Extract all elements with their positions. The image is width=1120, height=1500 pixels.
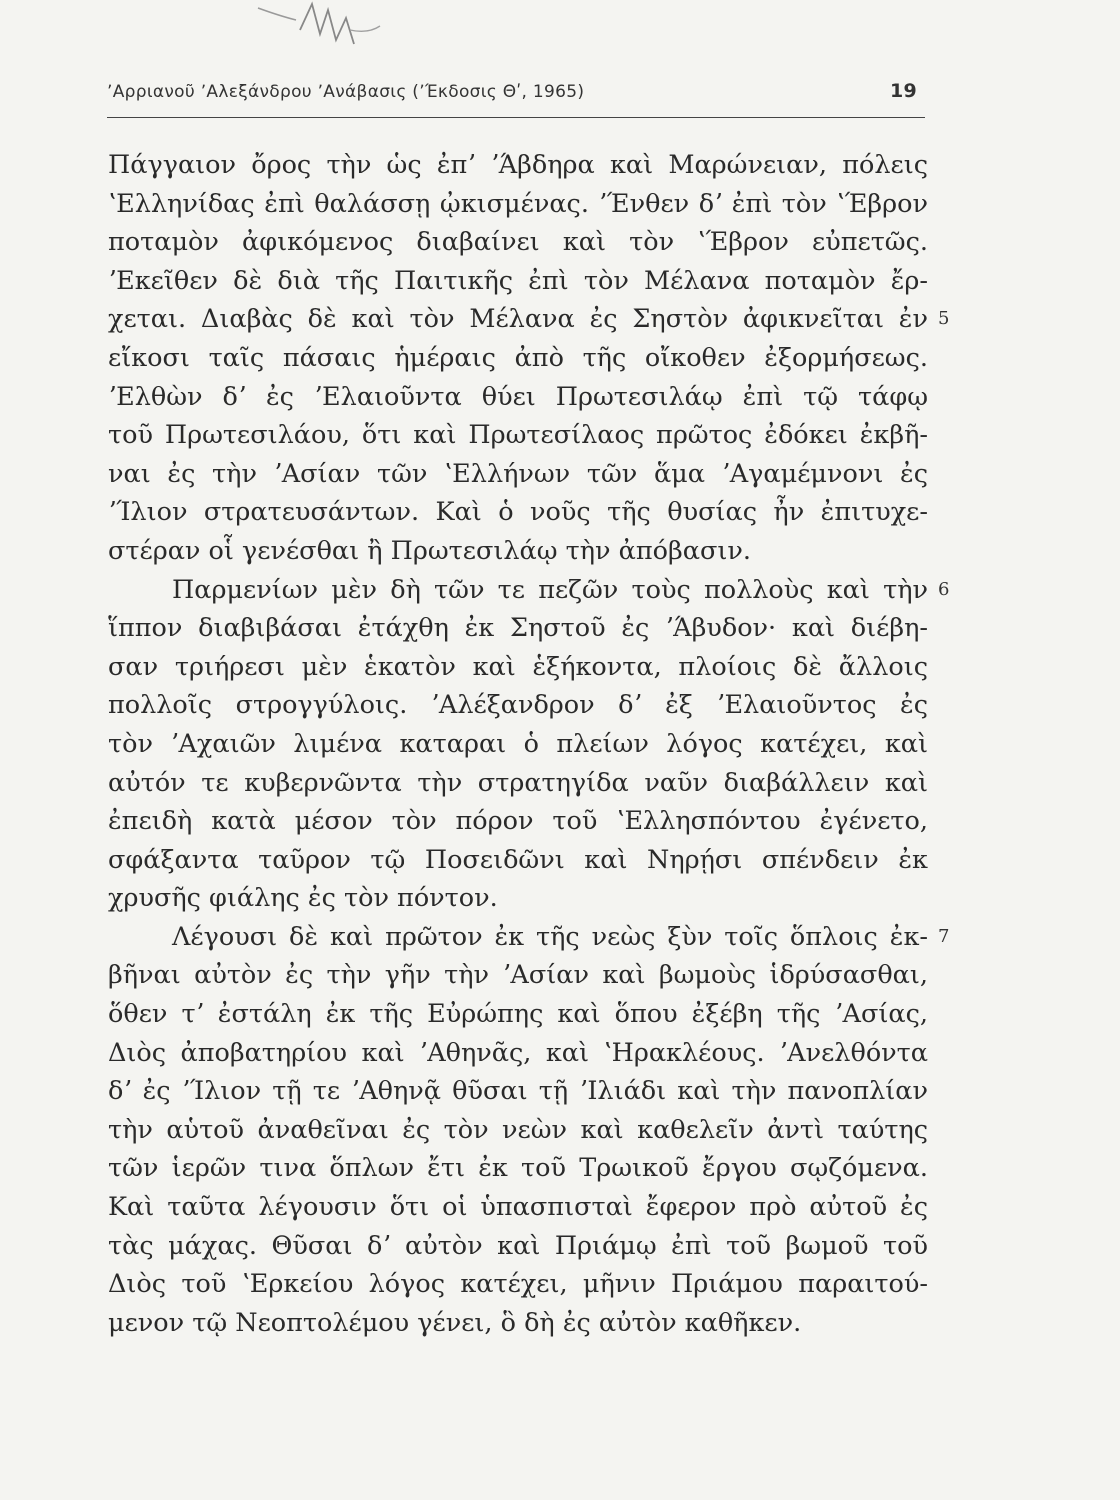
text-line	[108, 956, 928, 995]
text-line	[108, 918, 950, 957]
text-line	[108, 146, 928, 185]
line-text: τὰς μάχας. Θῦσαι δʼ αὐτὸν καὶ Πριάμῳ ἐπὶ τοῦ βωμοῦ τοῦ	[108, 1230, 928, 1261]
header-rule	[107, 117, 925, 118]
section-number: 6	[938, 578, 950, 600]
text-line	[108, 764, 928, 803]
line-text: χρυσῆς φιάλης ἐς τὸν πόντον.	[108, 883, 498, 914]
text-line	[108, 725, 928, 764]
text-line	[108, 378, 928, 417]
body-text	[108, 146, 950, 1342]
text-line	[108, 262, 928, 301]
running-header	[107, 82, 923, 110]
line-text: ἵππον διαβιβάσαι ἐτάχθη ἐκ Σηστοῦ ἐς ʼΆβυδον· καὶ διέβη-	[108, 613, 928, 644]
line-text: χεται. Διαβὰς δὲ καὶ τὸν Μέλανα ἐς Σηστὸν ἀφικνεῖται ἐν	[108, 304, 928, 335]
header-title: ʼΑρριανοῦ ʼΑλεξάνδρου ʼΑνάβασις (ʼΈκδοσις Θʹ, 1965)	[107, 82, 585, 102]
text-line	[108, 879, 928, 918]
line-text: Πάγγαιον ὄρος τὴν ὡς ἐπʼ ʼΆβδηρα καὶ Μαρώνειαν, πόλεις	[108, 150, 928, 180]
page-number: 19	[889, 80, 917, 102]
line-text: τὸν ʼΑχαιῶν λιμένα καταραι ὁ πλείων λόγος κατέχει, καὶ	[108, 728, 928, 759]
line-text: τὴν αὑτοῦ ἀναθεῖναι ἐς τὸν νεὼν καὶ καθελεῖν ἀντὶ ταύτης	[108, 1114, 928, 1145]
text-line	[108, 1072, 928, 1111]
text-line	[108, 339, 928, 378]
line-text: ποταμὸν ἀφικόμενος διαβαίνει καὶ τὸν ʽΈβρον εὐπετῶς.	[108, 227, 928, 258]
text-line	[108, 1227, 928, 1266]
text-line	[108, 185, 928, 224]
line-text: αὐτόν τε κυβερνῶντα τὴν στρατηγίδα ναῦν διαβάλλειν καὶ	[108, 767, 928, 798]
text-line	[108, 609, 928, 648]
text-line	[108, 841, 928, 880]
line-text: ʼΕκεῖθεν δὲ διὰ τῆς Παιτικῆς ἐπὶ τὸν Μέλανα ποταμὸν ἔρ-	[108, 265, 928, 296]
section-number: 5	[938, 308, 950, 330]
line-text: Παρμενίων μὲν δὴ τῶν τε πεζῶν τοὺς πολλοὺς καὶ τὴν	[172, 574, 928, 605]
line-text: ὅθεν τʼ ἐστάλη ἐκ τῆς Εὐρώπης καὶ ὅπου ἐξέβη τῆς ʼΑσίας,	[108, 999, 928, 1030]
line-text: Καὶ ταῦτα λέγουσιν ὅτι οἱ ὑπασπισταὶ ἔφερον πρὸ αὐτοῦ ἐς	[108, 1192, 928, 1223]
line-text: ναι ἐς τὴν ʼΑσίαν τῶν ʽΕλλήνων τῶν ἅμα ʼΑγαμέμνονι ἐς	[108, 458, 928, 489]
text-line	[108, 571, 950, 610]
text-line	[108, 532, 928, 571]
line-text: ʼΊλιον στρατευσάντων. Καὶ ὁ νοῦς τῆς θυσίας ἦν ἐπιτυχε-	[108, 497, 928, 528]
line-text: τῶν ἱερῶν τινα ὅπλων ἔτι ἐκ τοῦ Τρωικοῦ ἔργου σῳζόμενα.	[108, 1153, 928, 1184]
text-line	[108, 1188, 928, 1227]
line-text: πολλοῖς στρογγύλοις. ʼΑλέξανδρον δʼ ἐξ ʼΕλαιοῦντος ἐς	[108, 690, 928, 721]
text-line	[108, 1265, 928, 1304]
line-text: βῆναι αὐτὸν ἐς τὴν γῆν τὴν ʼΑσίαν καὶ βωμοὺς ἱδρύσασθαι,	[108, 960, 928, 991]
section-number: 7	[938, 925, 950, 947]
text-line	[108, 223, 928, 262]
line-text: μενον τῷ Νεοπτολέμου γένει, ὃ δὴ ἐς αὐτὸν καθῆκεν.	[108, 1307, 802, 1338]
line-text: ἐπειδὴ κατὰ μέσον τὸν πόρον τοῦ ʽΕλλησπόντου ἐγένετο,	[108, 806, 928, 837]
text-line	[108, 455, 928, 494]
line-text: Διὸς ἀποβατηρίου καὶ ʼΑθηνᾶς, καὶ ʽΗρακλέους. ʼΑνελθόντα	[108, 1037, 928, 1068]
line-text: Διὸς τοῦ ʽΕρκείου λόγος κατέχει, μῆνιν Πριάμου παραιτού-	[108, 1269, 928, 1300]
text-line	[108, 493, 928, 532]
line-text: δʼ ἐς ʼΊλιον τῇ τε ʼΑθηνᾷ θῦσαι τῇ ʼΙλιάδι καὶ τὴν πανοπλίαν	[108, 1076, 928, 1107]
text-line	[108, 1034, 928, 1073]
text-line	[108, 416, 928, 455]
line-text: εἴκοσι ταῖς πάσαις ἡμέραις ἀπὸ τῆς οἴκοθεν ἐξορμήσεως.	[108, 342, 928, 373]
text-line	[108, 1149, 928, 1188]
text-line	[108, 1111, 928, 1150]
line-text: Λέγουσι δὲ καὶ πρῶτον ἐκ τῆς νεὼς ξὺν τοῖς ὅπλοις ἐκ-	[172, 921, 928, 952]
line-text: ʼΕλθὼν δʼ ἐς ʼΕλαιοῦντα θύει Πρωτεσιλάῳ ἐπὶ τῷ τάφῳ	[108, 381, 928, 412]
line-text: τοῦ Πρωτεσιλάου, ὅτι καὶ Πρωτεσίλαος πρῶτος ἐδόκει ἐκβῆ-	[108, 420, 928, 451]
text-line	[108, 686, 928, 725]
text-line	[108, 995, 928, 1034]
text-line	[108, 300, 950, 339]
text-line	[108, 802, 928, 841]
pencil-mark	[250, 0, 390, 62]
text-line	[108, 1304, 928, 1343]
line-text: σαν τριήρεσι μὲν ἑκατὸν καὶ ἑξήκοντα, πλοίοις δὲ ἄλλοις	[108, 651, 928, 682]
line-text: ʽΕλληνίδας ἐπὶ θαλάσσῃ ᾠκισμένας. ʼΈνθεν δʼ ἐπὶ τὸν ʽΈβρον	[108, 188, 928, 219]
line-text: σφάξαντα ταῦρον τῷ Ποσειδῶνι καὶ Νηρῄσι σπένδειν ἐκ	[108, 844, 928, 875]
line-text: στέραν οἷ γενέσθαι ἢ Πρωτεσιλάῳ τὴν ἀπόβασιν.	[108, 535, 751, 566]
text-line	[108, 648, 928, 687]
